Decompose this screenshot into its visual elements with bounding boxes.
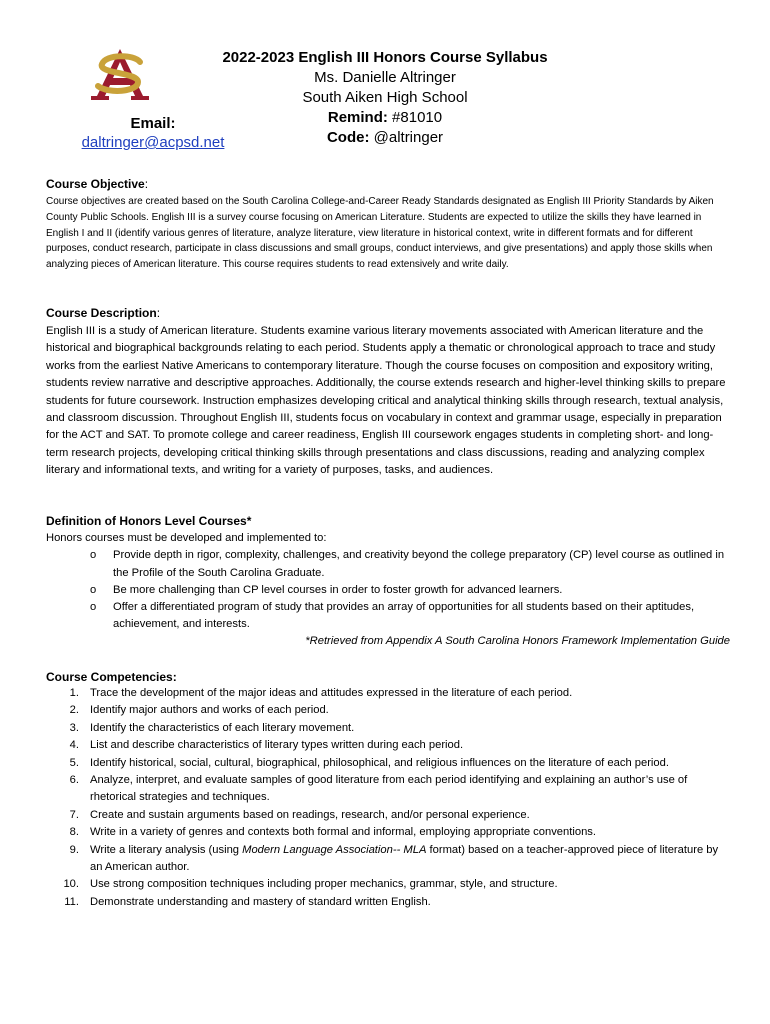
email-label: Email:: [130, 115, 176, 132]
bullet-mark: o: [90, 601, 97, 614]
course-description-text: English III is a study of American literature. Students examine various literary movements associated with American literature and the historical and biographical backgrounds relating to each period. Students apply a thematic or chronological approach to trace and study works from the earliest Native Americans to contemporary literature. Though the course focuses on composition and expository writing, students review narrative and descriptive approaches. Additionally, the course extends research and higher-level thinking skills to prepare students for future coursework. Instruction emphasizes developing critical and analytical thinking skills through research, textual analysis, and classroom discussion. Throughout English III, students focus on vocabulary in context and grammar usage, especially in preparation for the ACT and SAT. To promote college and career readiness, English III coursework engages students in completing short- and long-term research projects, developing critical thinking skills through presentations and class discussions, reading and analyzing complex literary and informational texts, and writing for a variety of purposes, tasks, and audiences.: [46, 325, 726, 477]
list-item: 6. Analyze, interpret, and evaluate samples of good literature from each period identifying and explaining an author’s use of rhetorical strategies and techniques.: [69, 774, 688, 804]
list-item: 1. Trace the development of the major ideas and attitudes expressed in the literature of each period.: [69, 687, 573, 699]
remind-line: [185, 108, 585, 128]
list-item: 7. Create and sustain arguments based on readings, research, and/or personal experience.: [69, 808, 530, 821]
mla-reference: Modern Language Association-- MLA: [242, 843, 427, 856]
school-name: South Aiken High School: [302, 89, 468, 106]
competencies-list: [46, 685, 730, 911]
school-logo-sa: [88, 48, 152, 102]
list-item: 11. Demonstrate understanding and mastery of standard written English.: [64, 895, 431, 908]
code-line: [185, 128, 585, 148]
honors-definition-heading: Definition of Honors Level Courses*: [46, 514, 252, 528]
code-label: Code:: [326, 129, 370, 146]
list-item: o Provide depth in rigor, complexity, challenges, and creativity beyond the college preparatory (CP) level course as outlined in the Profile of the South Carolina Graduate.: [90, 549, 725, 579]
course-competencies-section: [46, 670, 730, 911]
bullet-mark: o: [90, 583, 97, 596]
list-item: o Offer a differentiated program of study that provides an array of opportunities for all students based on their aptitudes, achievement, and interests.: [90, 601, 695, 631]
honors-source-citation: *Retrieved from Appendix A South Carolina Honors Framework Implementation Guide: [305, 635, 730, 648]
list-item: 3. Identify the characteristics of each literary movement.: [69, 721, 355, 734]
course-objective-section: [46, 177, 730, 273]
page-title: 2022-2023 English III Honors Course Syllabus: [222, 49, 548, 66]
course-competencies-heading: Course Competencies:: [46, 670, 177, 684]
bullet-mark: o: [90, 549, 97, 562]
list-item: 4. List and describe characteristics of literary types written during each period.: [69, 739, 464, 752]
list-item: 2. Identify major authors and works of each period.: [69, 704, 329, 717]
course-objective-text: Course objectives are created based on the South Carolina College-and-Career Ready Standards designated as English III Priority Standards by Aiken County Public Schools. English III is a survey course focusing on American Literature. Students are expected to utilize the skills they have learned in English I and II (identify various genres of literature, analyze literature, view literature in historical context, write in different formats and for different purposes, conduct research, participate in class discussions and small groups, conduct interviews, and give presentations) and apply those skills when analyzing pieces of American literature. This course requires students to read extensively and write daily.: [46, 196, 714, 271]
remind-label: Remind:: [327, 109, 388, 126]
list-item: 9. Write a literary analysis (using Modern Language Association-- MLA format) based on a teacher-approved piece of literature by an American author.: [69, 843, 719, 874]
syllabus-header: [185, 48, 585, 148]
honors-intro: Honors courses must be developed and implemented to:: [46, 532, 327, 544]
honors-definition-section: [46, 514, 730, 651]
list-item: 5. Identify historical, social, cultural, biographical, philosophical, and religious influences on the literature of each period.: [69, 756, 669, 769]
honors-bullet-list: [46, 547, 730, 633]
teacher-name: Ms. Danielle Altringer: [314, 69, 456, 86]
course-objective-heading: Course Objective:: [46, 177, 149, 191]
course-description-heading: Course Description:: [46, 306, 161, 320]
list-item: 8. Write in a variety of genres and contexts both formal and informal, employing appropriate conventions.: [69, 826, 596, 839]
code-value: @altringer: [369, 129, 444, 146]
list-item: 10. Use strong composition techniques including proper mechanics, grammar, style, and structure.: [63, 878, 558, 891]
remind-value: #81010: [387, 109, 443, 126]
email-link[interactable]: daltringer@acpsd.net: [81, 134, 225, 151]
course-description-section: [46, 306, 730, 480]
list-item: o Be more challenging than CP level courses in order to foster growth for advanced learners.: [46, 582, 730, 599]
